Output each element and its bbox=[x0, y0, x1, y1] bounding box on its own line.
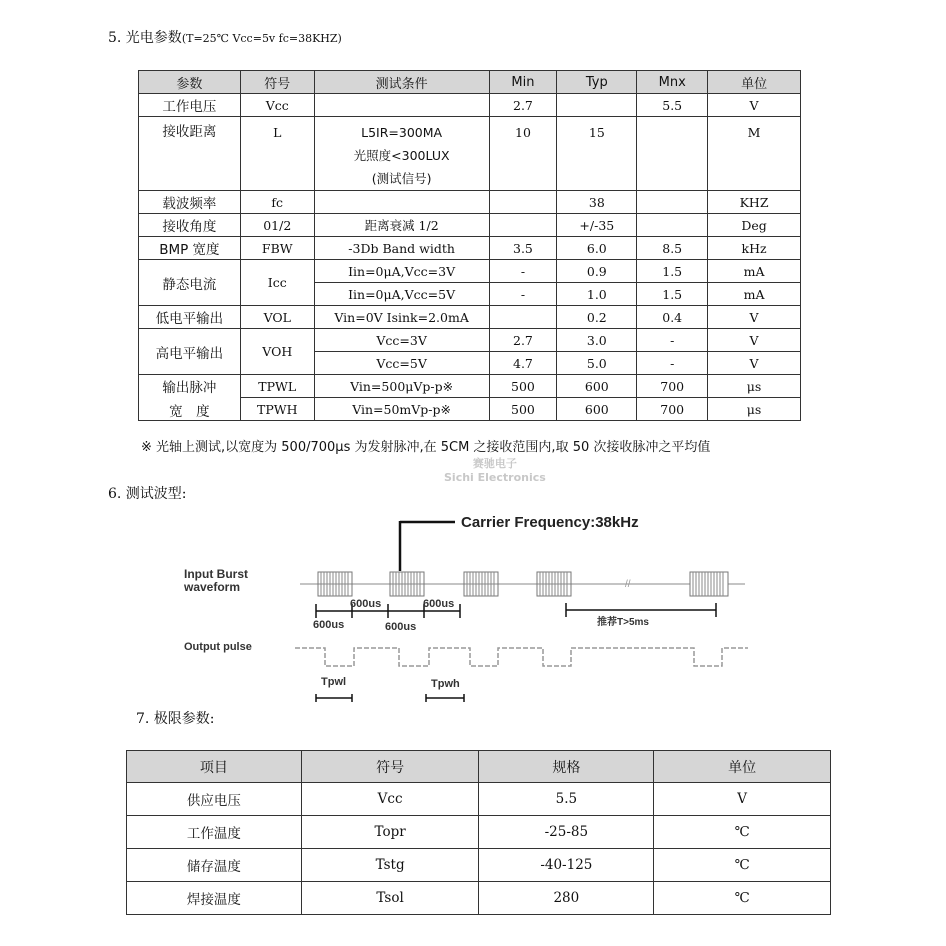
min-cell: - bbox=[489, 283, 557, 306]
max-cell: - bbox=[637, 329, 708, 352]
max-cell: 5.5 bbox=[637, 94, 708, 117]
symbol-cell: Tsol bbox=[301, 882, 479, 915]
header-cell: Min bbox=[489, 71, 557, 94]
unit-cell: mA bbox=[708, 283, 801, 306]
timing-bracket bbox=[316, 604, 352, 618]
min-cell: 3.5 bbox=[489, 237, 557, 260]
typ-cell: +/-35 bbox=[557, 214, 637, 237]
condition-cell: -3Db Band width bbox=[314, 237, 489, 260]
timing-bracket bbox=[388, 604, 424, 618]
unit-cell: μs bbox=[708, 398, 801, 421]
param-cell: 载波频率 bbox=[139, 191, 241, 214]
symbol-cell: FBW bbox=[240, 237, 314, 260]
min-cell: 500 bbox=[489, 398, 557, 421]
symbol-cell: Topr bbox=[301, 816, 479, 849]
table-row bbox=[127, 882, 831, 915]
table-header-row bbox=[127, 751, 831, 783]
spec-cell: -40-125 bbox=[479, 849, 654, 882]
section7-title: 7. 极限参数: bbox=[136, 711, 215, 727]
break-mark: // bbox=[625, 579, 631, 590]
symbol-cell: L bbox=[240, 117, 314, 191]
typ-cell: 0.2 bbox=[557, 306, 637, 329]
spec-cell: 280 bbox=[479, 882, 654, 915]
condition-cell: Iin=0μA,Vcc=5V bbox=[314, 283, 489, 306]
max-cell: 1.5 bbox=[637, 260, 708, 283]
typ-cell: 600 bbox=[557, 375, 637, 398]
unit-cell: KHZ bbox=[708, 191, 801, 214]
header-cell: 参数 bbox=[139, 71, 241, 94]
unit-cell: ℃ bbox=[654, 882, 831, 915]
unit-cell: ℃ bbox=[654, 849, 831, 882]
header-cell: Mnx bbox=[637, 71, 708, 94]
param-line: 输出脉冲 bbox=[162, 379, 217, 396]
typ-cell: 0.9 bbox=[557, 260, 637, 283]
typ-cell: 15 bbox=[557, 117, 637, 191]
tpwl-bracket bbox=[316, 694, 352, 702]
interval-label: 推荐T>5ms bbox=[597, 617, 649, 628]
typ-cell: 38 bbox=[557, 191, 637, 214]
max-cell: 1.5 bbox=[637, 283, 708, 306]
header-cell: 规格 bbox=[479, 751, 654, 783]
unit-cell: V bbox=[708, 352, 801, 375]
item-cell: 焊接温度 bbox=[127, 882, 302, 915]
typ-cell: 5.0 bbox=[557, 352, 637, 375]
item-cell: 供应电压 bbox=[127, 783, 302, 816]
min-cell: 500 bbox=[489, 375, 557, 398]
min-cell: 2.7 bbox=[489, 329, 557, 352]
interval-bracket bbox=[566, 603, 716, 617]
symbol-cell: 01/2 bbox=[240, 214, 314, 237]
table-row bbox=[127, 783, 831, 816]
symbol-cell: TPWH bbox=[240, 398, 314, 421]
unit-cell: Deg bbox=[708, 214, 801, 237]
section6-title: 6. 测试波型: bbox=[108, 486, 187, 502]
table-footnote: ※ 光轴上测试,以宽度为 500/700μs 为发射脉冲,在 5CM 之接收范围内,取 50 次接收脉冲之平均值 bbox=[141, 440, 711, 455]
unit-cell: V bbox=[654, 783, 831, 816]
burst bbox=[690, 572, 728, 596]
max-cell: 8.5 bbox=[637, 237, 708, 260]
condition-cell: Vin=50mVp-p※ bbox=[314, 398, 489, 421]
limit-params-table bbox=[126, 750, 831, 915]
unit-cell: mA bbox=[708, 260, 801, 283]
unit-cell: M bbox=[708, 117, 801, 191]
condition-cell: Vcc=3V bbox=[314, 329, 489, 352]
output-waveform bbox=[295, 648, 748, 666]
input-label: waveform bbox=[184, 580, 241, 594]
max-cell: 700 bbox=[637, 375, 708, 398]
time-label: 600us bbox=[350, 598, 382, 610]
time-label: 600us bbox=[313, 619, 345, 631]
watermark-en: Sichi Electronics bbox=[444, 471, 546, 484]
header-cell: 符号 bbox=[301, 751, 479, 783]
typ-cell: 6.0 bbox=[557, 237, 637, 260]
typ-cell: 1.0 bbox=[557, 283, 637, 306]
condition-cell: Vcc=5V bbox=[314, 352, 489, 375]
carrier-label: Carrier Frequency:38kHz bbox=[461, 514, 639, 531]
condition-line: (测试信号) bbox=[371, 171, 432, 186]
section5-conditions: (T=25℃ Vcc=5v fc=38KHZ) bbox=[181, 32, 342, 45]
unit-cell: μs bbox=[708, 375, 801, 398]
condition-cell: 距离衰减 1/2 bbox=[314, 214, 489, 237]
time-label: 600us bbox=[385, 621, 417, 633]
condition-cell: Vin=0V Isink=2.0mA bbox=[314, 306, 489, 329]
tpwh-label: Tpwh bbox=[431, 678, 460, 690]
param-cell: 静态电流 bbox=[139, 260, 241, 306]
symbol-cell: VOL bbox=[240, 306, 314, 329]
param-cell: 接收角度 bbox=[139, 214, 241, 237]
symbol-cell: TPWL bbox=[240, 375, 314, 398]
spec-cell: -25-85 bbox=[479, 816, 654, 849]
param-line: 宽 度 bbox=[169, 403, 210, 420]
min-cell: 2.7 bbox=[489, 94, 557, 117]
symbol-cell: Icc bbox=[240, 260, 314, 306]
time-label: 600us bbox=[423, 598, 455, 610]
symbol-cell: Tstg bbox=[301, 849, 479, 882]
param-cell: 接收距离 bbox=[139, 117, 241, 191]
unit-cell: ℃ bbox=[654, 816, 831, 849]
param-cell: 高电平输出 bbox=[139, 329, 241, 375]
condition-line: 光照度<300LUX bbox=[353, 148, 450, 163]
header-cell: 测试条件 bbox=[314, 71, 489, 94]
symbol-cell: fc bbox=[240, 191, 314, 214]
condition-cell: Iin=0μA,Vcc=3V bbox=[314, 260, 489, 283]
condition-line: L5IR=300MA bbox=[361, 125, 443, 140]
table-row bbox=[127, 849, 831, 882]
unit-cell: V bbox=[708, 306, 801, 329]
header-cell: 单位 bbox=[708, 71, 801, 94]
header-cell: 项目 bbox=[127, 751, 302, 783]
input-label: Input Burst bbox=[184, 567, 248, 581]
symbol-cell: VOH bbox=[240, 329, 314, 375]
table-row bbox=[127, 816, 831, 849]
header-cell: 符号 bbox=[240, 71, 314, 94]
unit-cell: V bbox=[708, 94, 801, 117]
min-cell: - bbox=[489, 260, 557, 283]
param-cell: 低电平输出 bbox=[139, 306, 241, 329]
typ-cell: 3.0 bbox=[557, 329, 637, 352]
item-cell: 工作温度 bbox=[127, 816, 302, 849]
spec-cell: 5.5 bbox=[479, 783, 654, 816]
min-cell: 4.7 bbox=[489, 352, 557, 375]
watermark-cn: 赛驰电子 bbox=[472, 457, 517, 470]
min-cell: 10 bbox=[489, 117, 557, 191]
max-cell: 700 bbox=[637, 398, 708, 421]
typ-cell: 600 bbox=[557, 398, 637, 421]
param-cell: 工作电压 bbox=[139, 94, 241, 117]
output-label: Output pulse bbox=[184, 641, 252, 653]
symbol-cell: Vcc bbox=[240, 94, 314, 117]
condition-cell: Vin=500μVp-p※ bbox=[314, 375, 489, 398]
max-cell: 0.4 bbox=[637, 306, 708, 329]
unit-cell: V bbox=[708, 329, 801, 352]
param-cell: BMP 宽度 bbox=[139, 237, 241, 260]
tpwl-label: Tpwl bbox=[321, 676, 347, 688]
header-cell: 单位 bbox=[654, 751, 831, 783]
symbol-cell: Vcc bbox=[301, 783, 479, 816]
section5-title: 5. 光电参数 bbox=[108, 30, 182, 46]
item-cell: 储存温度 bbox=[127, 849, 302, 882]
max-cell: - bbox=[637, 352, 708, 375]
tpwh-bracket bbox=[426, 694, 464, 702]
header-cell: Typ bbox=[557, 71, 637, 94]
unit-cell: kHz bbox=[708, 237, 801, 260]
